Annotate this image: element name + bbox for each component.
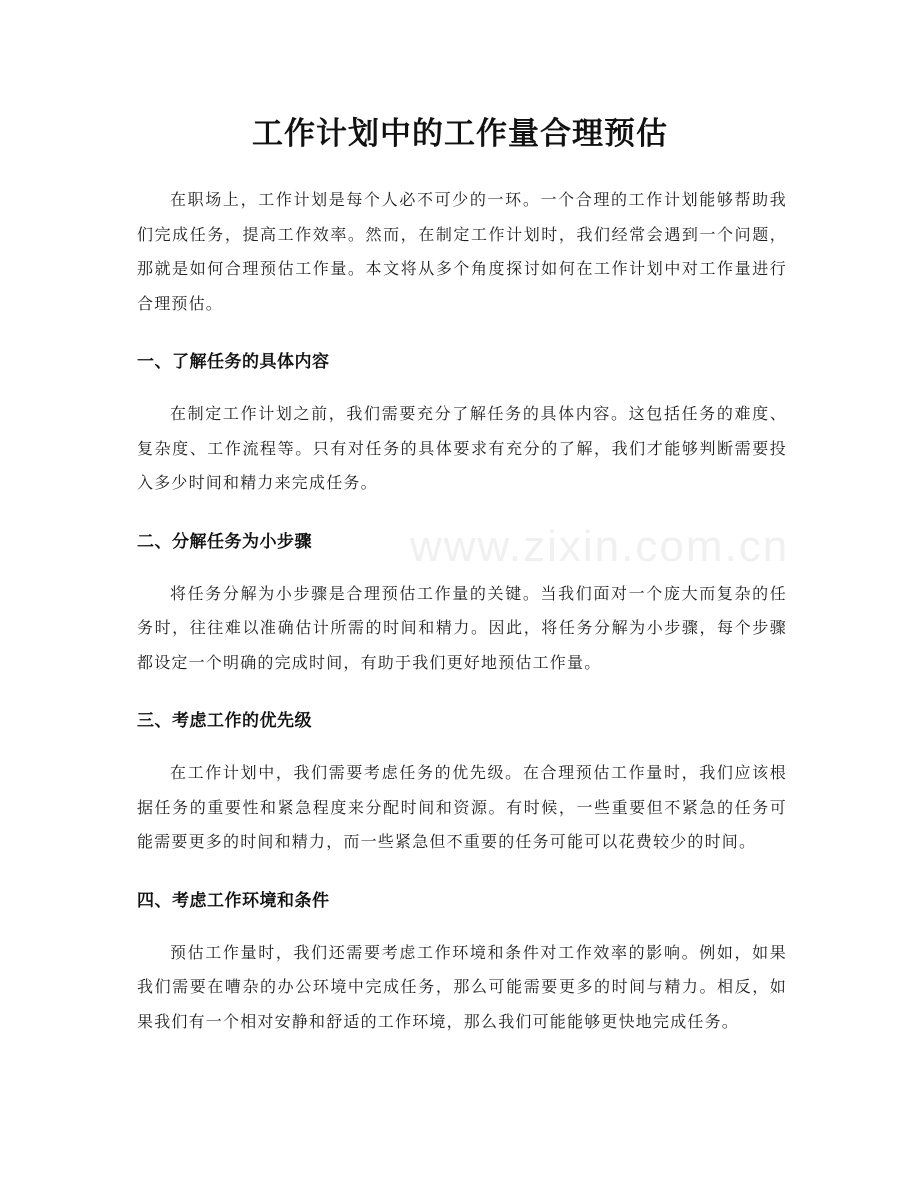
section-heading-1: 一、了解任务的具体内容 (137, 352, 330, 372)
section-heading-3: 三、考虑工作的优先级 (137, 711, 312, 731)
watermark: www.zixin.com.cn (410, 522, 790, 571)
section-paragraph-4: 预估工作量时，我们还需要考虑工作环境和条件对工作效率的影响。例如，如果我们需要在嘈杂的办公环境中完成任务，那么可能需要更多的时间与精力。相反，如果我们有一个相对安静和舒适的工作环境，那么我们可能能够更快地完成任务。 (137, 942, 787, 1031)
intro-paragraph: 在职场上，工作计划是每个人必不可少的一环。一个合理的工作计划能够帮助我们完成任务，提高工作效率。然而，在制定工作计划时，我们经常会遇到一个问题，那就是如何合理预估工作量。本文将从多个角度探讨如何在工作计划中对工作量进行合理预估。 (137, 190, 787, 313)
document-body (137, 183, 790, 1039)
document-title: 工作计划中的工作量合理预估 (252, 116, 668, 152)
section-heading-2: 二、分解任务为小步骤 (137, 531, 312, 552)
section-paragraph-2: 将任务分解为小步骤是合理预估工作量的关键。当我们面对一个庞大而复杂的任务时，往往难以准确估计所需的时间和精力。因此，将任务分解为小步骤，每个步骤都设定一个明确的完成时间，有助于我们更好地预估工作量。 (137, 583, 787, 672)
section-heading-4: 四、考虑工作环境和条件 (137, 890, 330, 911)
section-paragraph-3: 在工作计划中，我们需要考虑任务的优先级。在合理预估工作量时，我们应该根据任务的重要性和紧急程度来分配时间和资源。有时候，一些重要但不紧急的任务可能需要更多的时间和精力，而一些紧急但不重要的任务可能可以花费较少的时间。 (137, 763, 787, 851)
section-paragraph-1: 在制定工作计划之前，我们需要充分了解任务的具体内容。这包括任务的难度、复杂度、工作流程等。只有对任务的具体要求有充分的了解，我们才能够判断需要投入多少时间和精力来完成任务。 (137, 404, 787, 492)
